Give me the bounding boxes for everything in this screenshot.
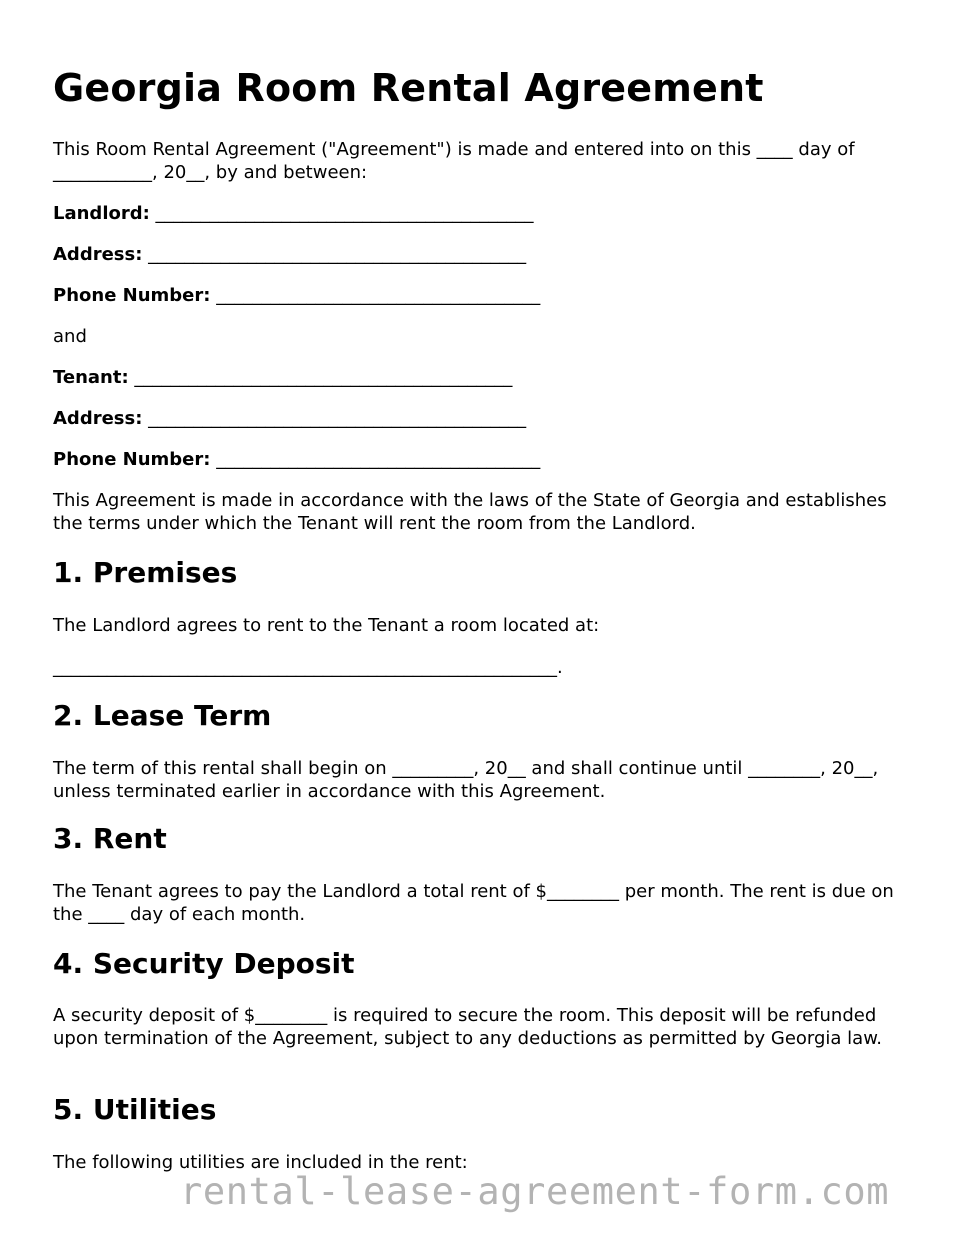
section-heading-premises: 1. Premises — [53, 556, 238, 589]
lease-term-text: The term of this rental shall begin on _________, 20__ and shall continue until ________, 20__, unless terminated earlier in accordance with this Agreement. — [53, 758, 879, 802]
section-heading-security-deposit: 4. Security Deposit — [53, 947, 355, 980]
section-heading-lease-term: 2. Lease Term — [53, 699, 272, 732]
tenant-name-label: Tenant: — [53, 367, 129, 388]
watermark-text: rental-lease-agreement-form.com — [180, 1170, 890, 1213]
premises-text: The Landlord agrees to rent to the Tenant a room located at: — [53, 615, 600, 636]
landlord-address-field — [53, 243, 526, 266]
tenant-address-label: Address: — [53, 408, 143, 429]
tenant-name-blank: __________________________________________ — [134, 367, 513, 388]
utilities-text: The following utilities are included in the rent: — [53, 1152, 468, 1173]
landlord-name-blank: __________________________________________ — [155, 203, 534, 224]
premises-address-blank: ________________________________________________________. — [53, 657, 563, 678]
section-heading-rent: 3. Rent — [53, 822, 167, 855]
landlord-name-field — [53, 202, 534, 225]
accordance-paragraph: This Agreement is made in accordance with the laws of the State of Georgia and establishes the terms under which the Tenant will rent the room from the Landlord. — [53, 490, 887, 534]
landlord-address-blank: __________________________________________ — [148, 244, 527, 265]
tenant-address-blank: __________________________________________ — [148, 408, 527, 429]
landlord-phone-label: Phone Number: — [53, 285, 211, 306]
landlord-phone-blank: ____________________________________ — [216, 285, 541, 306]
tenant-phone-blank: ____________________________________ — [216, 449, 541, 470]
document-title: Georgia Room Rental Agreement — [53, 66, 764, 110]
tenant-phone-field — [53, 448, 540, 471]
tenant-name-field — [53, 366, 512, 389]
tenant-address-field — [53, 407, 526, 430]
and-text: and — [53, 326, 87, 347]
rent-text: The Tenant agrees to pay the Landlord a total rent of $________ per month. The rent is due on the ____ day of each month. — [53, 881, 894, 925]
landlord-address-label: Address: — [53, 244, 143, 265]
intro-paragraph: This Room Rental Agreement ("Agreement") is made and entered into on this ____ day of ___________, 20__, by and between: — [53, 139, 855, 183]
security-deposit-text: A security deposit of $________ is required to secure the room. This deposit will be refunded upon termination of the Agreement, subject to any deductions as permitted by Georgia law. — [53, 1005, 882, 1049]
section-heading-utilities: 5. Utilities — [53, 1093, 217, 1126]
landlord-name-label: Landlord: — [53, 203, 150, 224]
landlord-phone-field — [53, 284, 540, 307]
tenant-phone-label: Phone Number: — [53, 449, 211, 470]
